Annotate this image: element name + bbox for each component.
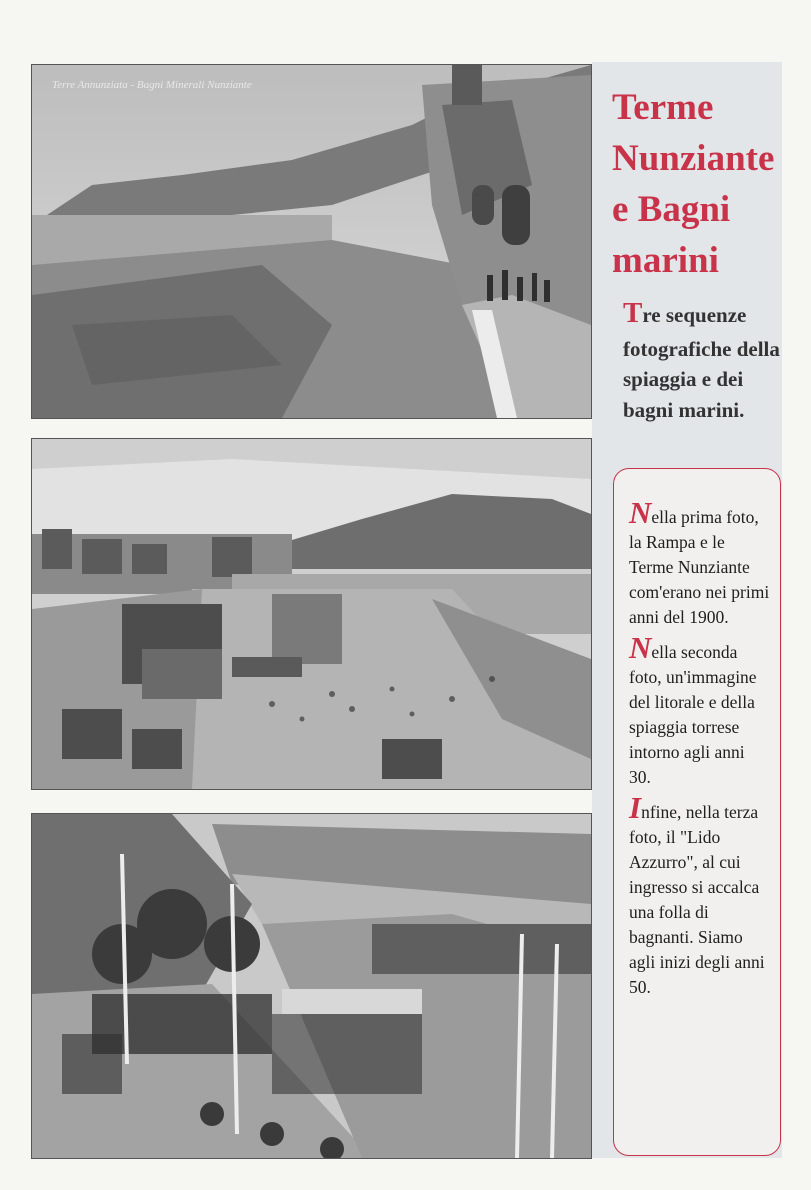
caption-3-text: nfine, nella terza foto, il "Lido Azzurro", al cui ingresso si accalca una folla di bagnanti. Siamo agli inizi degli anni 50. xyxy=(629,802,765,998)
captions-box xyxy=(613,468,781,1156)
caption-photo-2 xyxy=(629,632,770,790)
caption-3-initial: I xyxy=(629,790,642,826)
photo-terme-nunziante xyxy=(31,64,592,419)
photo-caption: Terre Annunziata - Bagni Minerali Nunziante xyxy=(52,79,252,91)
page-title: Terme Nunziante e Bagni marini xyxy=(612,87,775,282)
caption-photo-1 xyxy=(629,497,770,630)
caption-1-text: ella prima foto, la Rampa e le Terme Nunziante com'erano nei primi anni del 1900. xyxy=(629,507,770,628)
photo-spiaggia xyxy=(31,438,592,790)
caption-2-initial: N xyxy=(629,630,652,666)
photo-lido-azzurro xyxy=(31,813,592,1159)
subtitle-initial: T xyxy=(623,297,643,329)
subtitle-text: re sequenze fotografiche della spiaggia e dei bagni marini. xyxy=(623,303,780,422)
caption-2-text: ella seconda foto, un'immagine del litorale e della spiaggia torrese intorno agli anni 30. xyxy=(629,642,757,788)
caption-1-initial: N xyxy=(629,495,652,530)
caption-photo-3 xyxy=(629,792,770,1000)
subtitle xyxy=(623,292,783,425)
